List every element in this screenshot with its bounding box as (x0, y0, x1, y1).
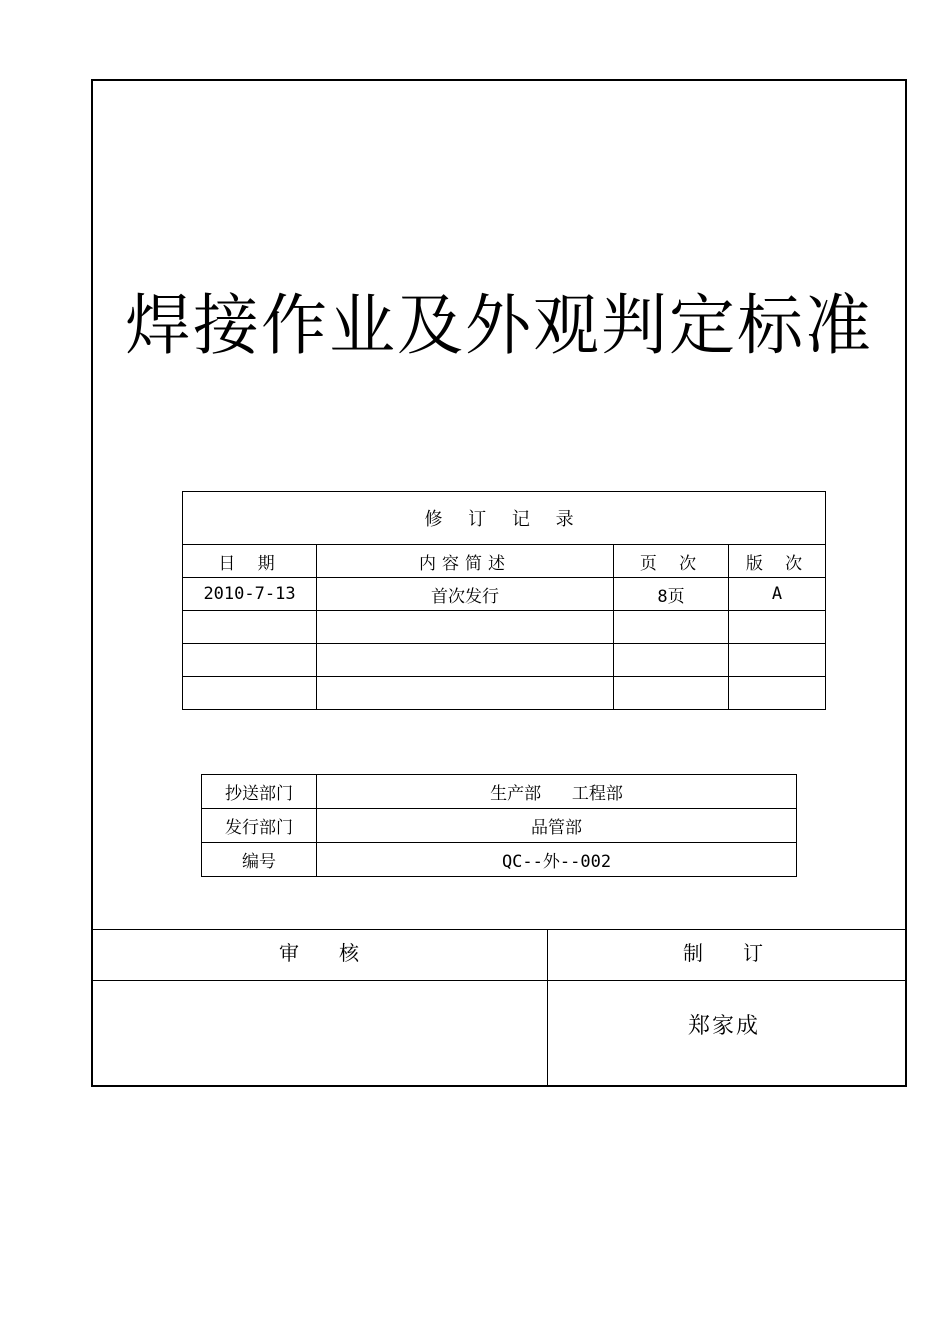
cell-pages (614, 677, 729, 710)
document-title: 焊接作业及外观判定标准 (125, 287, 873, 364)
header-version: 版 次 (729, 545, 826, 578)
cc-department-label: 抄送部门 (202, 775, 317, 809)
header-date: 日 期 (183, 545, 317, 578)
cell-pages (614, 611, 729, 644)
cell-summary (317, 611, 614, 644)
cell-pages: 8页 (614, 578, 729, 611)
cell-version (729, 611, 826, 644)
review-label: 审核 (279, 941, 399, 965)
revision-header-row (183, 545, 826, 578)
signoff-block (93, 929, 905, 1085)
header-summary: 内容简述 (317, 545, 614, 578)
revision-record-table (182, 491, 826, 710)
cell-version: A (729, 578, 826, 611)
cell-date (183, 677, 317, 710)
preparer-name: 郑家成 (688, 1014, 761, 1039)
revision-caption: 修 订 记 录 (183, 492, 826, 545)
table-row (183, 644, 826, 677)
issuing-department-label: 发行部门 (202, 809, 317, 843)
table-row (202, 809, 797, 843)
table-row (202, 843, 797, 877)
document-number-label: 编号 (202, 843, 317, 877)
cell-version (729, 644, 826, 677)
table-row (202, 775, 797, 809)
cell-date: 2010-7-13 (183, 578, 317, 611)
cell-version (729, 677, 826, 710)
document-frame (91, 79, 907, 1087)
table-row (183, 611, 826, 644)
header-pages: 页 次 (614, 545, 729, 578)
cell-pages (614, 644, 729, 677)
prepare-label: 制订 (683, 941, 803, 965)
document-number-value: QC--外--002 (317, 843, 797, 877)
cell-summary (317, 677, 614, 710)
issuing-department-value: 品管部 (317, 809, 797, 843)
cc-department-value: 生产部 工程部 (317, 775, 797, 809)
cell-date (183, 611, 317, 644)
cell-date (183, 644, 317, 677)
table-row (183, 578, 826, 611)
table-row (183, 677, 826, 710)
cell-summary: 首次发行 (317, 578, 614, 611)
cell-summary (317, 644, 614, 677)
revision-caption-row (183, 492, 826, 545)
distribution-table (201, 774, 797, 877)
